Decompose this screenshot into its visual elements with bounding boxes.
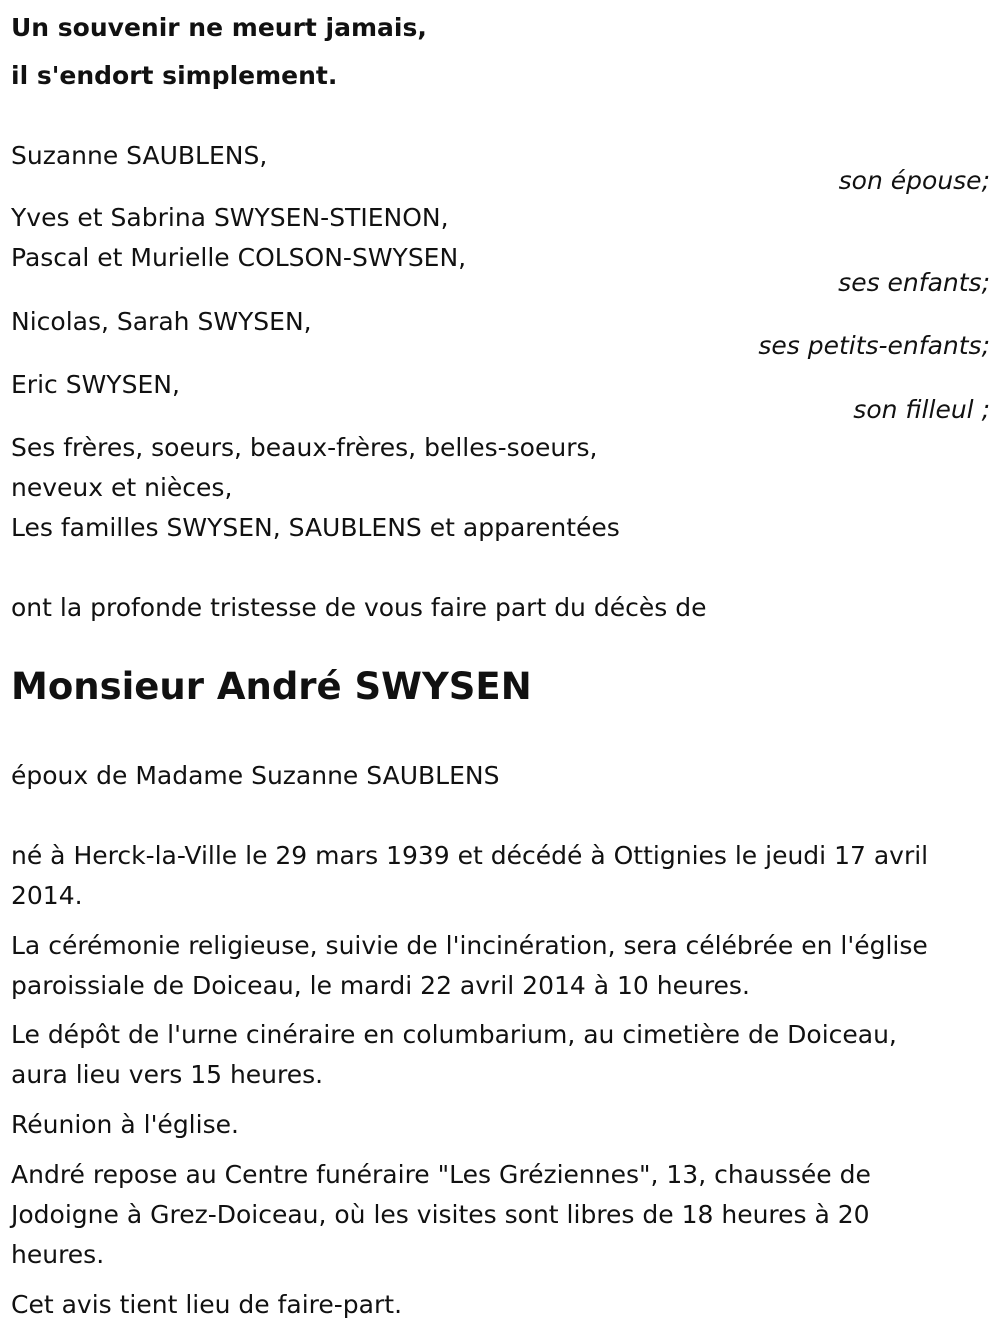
- godson-role: son filleul ;: [853, 395, 990, 424]
- grandchildren-role: ses petits-enfants;: [758, 331, 990, 360]
- urn-line-2: aura lieu vers 15 heures.: [11, 1060, 324, 1089]
- meeting-text: Réunion à l'église.: [11, 1110, 239, 1139]
- spouse-role: son épouse;: [838, 166, 990, 195]
- rests-line-3: heures.: [11, 1240, 105, 1269]
- birth-death-line-2: 2014.: [11, 881, 83, 910]
- spouse-of-text: époux de Madame Suzanne SAUBLENS: [11, 761, 500, 790]
- rests-line-1: André repose au Centre funéraire "Les Gréziennes", 13, chaussée de: [11, 1160, 871, 1189]
- notice-text: Cet avis tient lieu de faire-part.: [11, 1290, 403, 1319]
- quote-line-1: Un souvenir ne meurt jamais,: [11, 13, 427, 42]
- announcement-text: ont la profonde tristesse de vous faire part du décès de: [11, 593, 707, 622]
- relatives-line-1: Ses frères, soeurs, beaux-frères, belles-soeurs,: [11, 433, 598, 462]
- spouse-name: Suzanne SAUBLENS,: [11, 141, 268, 170]
- children-role: ses enfants;: [838, 268, 990, 297]
- relatives-line-3: Les familles SWYSEN, SAUBLENS et apparentées: [11, 513, 620, 542]
- urn-line-1: Le dépôt de l'urne cinéraire en columbarium, au cimetière de Doiceau,: [11, 1020, 897, 1049]
- rests-line-2: Jodoigne à Grez-Doiceau, où les visites sont libres de 18 heures à 20: [11, 1200, 870, 1229]
- deceased-name: Monsieur André SWYSEN: [11, 665, 532, 708]
- grandchildren-name: Nicolas, Sarah SWYSEN,: [11, 307, 312, 336]
- godson-name: Eric SWYSEN,: [11, 370, 180, 399]
- ceremony-line-2: paroissiale de Doiceau, le mardi 22 avril 2014 à 10 heures.: [11, 971, 750, 1000]
- quote-line-2: il s'endort simplement.: [11, 61, 338, 90]
- relatives-line-2: neveux et nièces,: [11, 473, 233, 502]
- birth-death-line-1: né à Herck-la-Ville le 29 mars 1939 et décédé à Ottignies le jeudi 17 avril: [11, 841, 929, 870]
- ceremony-line-1: La cérémonie religieuse, suivie de l'incinération, sera célébrée en l'église: [11, 931, 928, 960]
- children-line-2: Pascal et Murielle COLSON-SWYSEN,: [11, 243, 467, 272]
- children-line-1: Yves et Sabrina SWYSEN-STIENON,: [11, 203, 449, 232]
